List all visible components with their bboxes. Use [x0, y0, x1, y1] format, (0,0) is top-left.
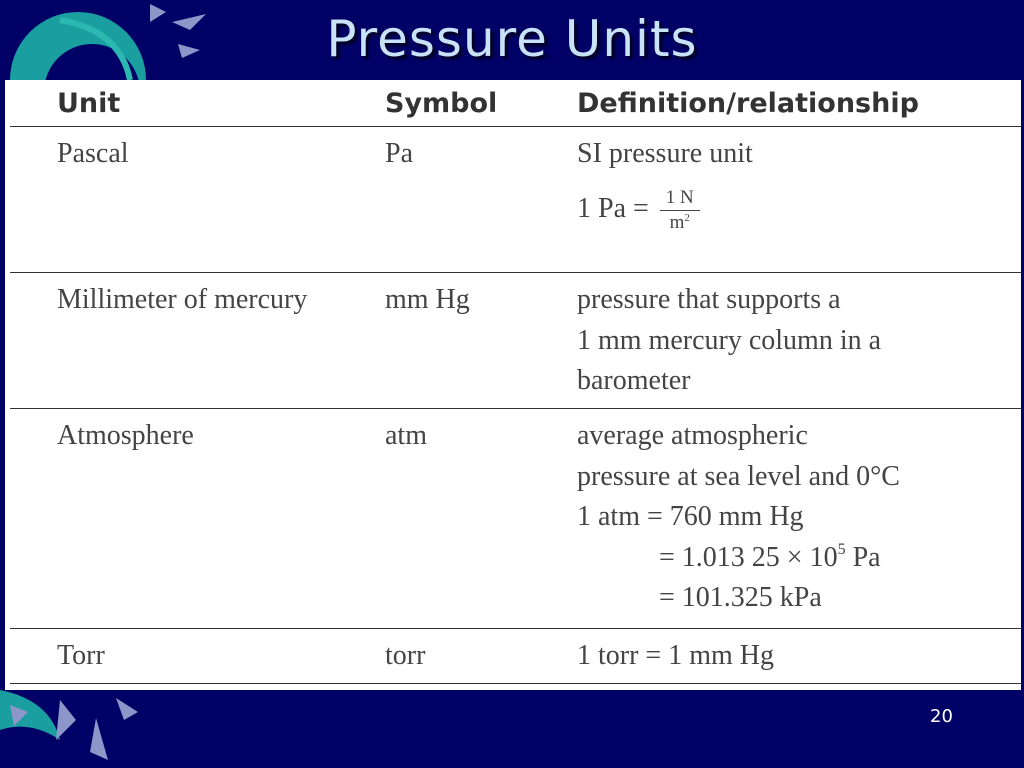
pressure-units-table-panel	[5, 80, 1021, 690]
definition-cell	[577, 273, 1021, 409]
pascal-relation	[577, 187, 1021, 234]
header-unit: Unit	[10, 80, 385, 127]
denominator-base: m	[669, 211, 685, 233]
definition-line: pressure that supports a	[577, 284, 841, 315]
header-definition: Definition/relationship	[577, 80, 1021, 127]
relation-pa-exponent: 5	[837, 540, 846, 558]
definition-cell	[577, 409, 1021, 629]
unit-cell: Atmosphere	[10, 409, 385, 629]
pressure-units-table	[10, 80, 1021, 684]
definition-text: SI pressure unit	[577, 138, 753, 169]
denominator-exponent: 2	[684, 211, 690, 224]
relation-pa-prefix: = 1.013 25 × 10	[659, 541, 838, 573]
definition-line: barometer	[577, 365, 691, 396]
definition-line: 1 mm mercury column in a	[577, 324, 882, 356]
symbol-cell: torr	[385, 629, 577, 684]
table-row-mmhg	[10, 273, 1021, 409]
definition-cell: 1 torr = 1 mm Hg	[577, 629, 1021, 684]
fraction	[660, 187, 700, 234]
definition-line: 1 atm = 760 mm Hg	[577, 501, 804, 532]
definition-line: pressure at sea level and 0°C	[577, 460, 900, 492]
fraction-denominator	[660, 211, 700, 234]
header-symbol: Symbol	[385, 80, 577, 127]
relation-kpa: = 101.325 kPa	[659, 582, 822, 613]
symbol-cell: atm	[385, 409, 577, 629]
unit-cell: Torr	[10, 629, 385, 684]
table-row-pascal	[10, 127, 1021, 273]
relation-pa	[577, 538, 1021, 579]
definition-line: average atmospheric	[577, 420, 808, 451]
slide-title: Pressure Units	[326, 10, 698, 68]
definition-cell	[577, 127, 1021, 273]
table-row-atmosphere	[10, 409, 1021, 629]
symbol-cell: mm Hg	[385, 273, 577, 409]
table-header-row	[10, 80, 1021, 127]
symbol-cell: Pa	[385, 127, 577, 273]
table-row-torr	[10, 629, 1021, 684]
unit-cell: Pascal	[10, 127, 385, 273]
fraction-numerator: 1 N	[660, 187, 700, 211]
relation-lhs: 1 Pa =	[577, 192, 649, 224]
unit-cell: Millimeter of mercury	[10, 273, 385, 409]
slide-number: 20	[930, 706, 953, 727]
relation-pa-suffix: Pa	[845, 541, 881, 573]
